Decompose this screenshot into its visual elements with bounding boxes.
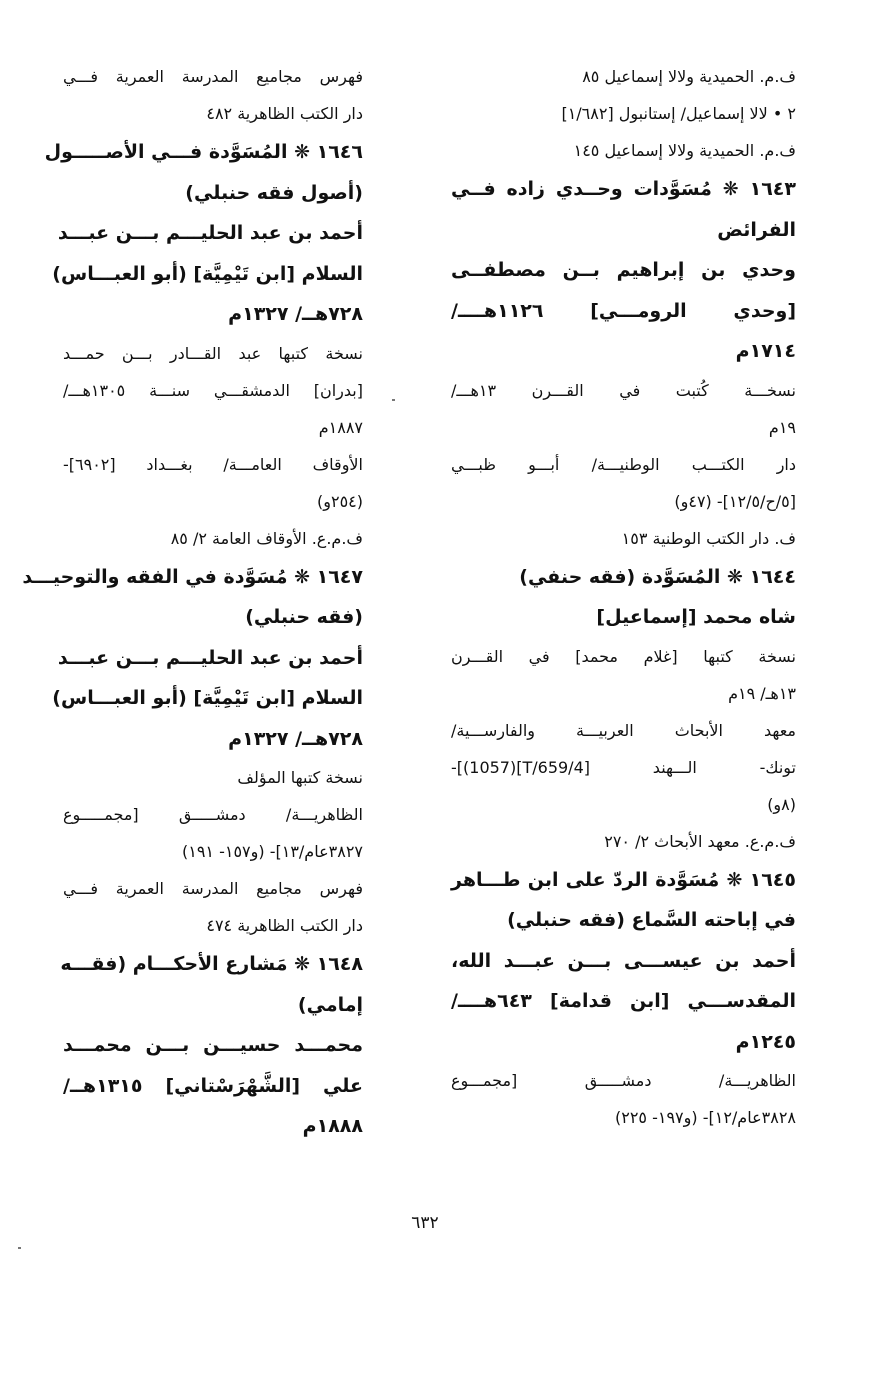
text-line: السلام [ابن تَيْمِيَّة] (أبو العبـــاس) xyxy=(52,687,363,709)
text-line: في إباحته السَّماع (فقه حنبلي) xyxy=(507,909,796,931)
text-line: ١٦٤٨ ❋ مَشارع الأحكـــام (فقـــه xyxy=(60,953,363,975)
text-line: أحمد بن عبد الحليـــم بـــن عبـــد xyxy=(57,646,363,669)
text-line: ١٦٤٣ ❋ مُسَوَّدات وحــدي زاده فــي xyxy=(451,178,796,200)
text-line: ٧٢٨هــ/ ١٣٢٧م xyxy=(228,303,363,325)
text-line: (٢٥٤و) xyxy=(317,491,363,511)
text-line: نسخة كتبها المؤلف xyxy=(237,768,363,787)
page-number: ٦٣٢ xyxy=(411,1213,439,1233)
text-line: الظاهريـــة/ دمشـــــق [مجمـــــوع xyxy=(63,805,363,824)
text-line: فهرس مجاميع المدرسة العمرية فـــي xyxy=(63,879,363,898)
text-line: ١٨٨٧م xyxy=(318,417,363,437)
text-line: [وحدي الرومـــي] ١١٢٦هــــ/ xyxy=(451,299,796,322)
text-line: دار الكتـــب الوطنيـــة/ أبـــو ظبـــي xyxy=(451,454,796,474)
text-line: شاه محمد [إسماعيل] xyxy=(596,606,796,628)
text-line: إمامي) xyxy=(297,993,363,1016)
text-line: ١٣هـ/ ١٩م xyxy=(728,683,796,703)
text-line: [٥/ح/١٢/٥]- (٤٧و) xyxy=(674,491,796,511)
text-line: ف.م.ع. معهد الأبحاث ٢/ ٢٧٠ xyxy=(604,831,796,851)
text-line: دار الكتب الظاهرية ٤٧٤ xyxy=(206,916,363,935)
right-column xyxy=(451,58,796,1136)
text-line: الظاهريـــة/ دمشـــــق [مجمـــوع xyxy=(451,1071,796,1090)
text-line: الفرائض xyxy=(717,218,796,241)
text-line: ١٦٤٧ ❋ مُسَوَّدة في الفقه والتوحيـــد xyxy=(22,565,363,588)
text-line: المقدســـي [ابن قدامة] ٦٤٣هــــ/ xyxy=(451,990,796,1012)
text-line: ٣٨٢٧عام/١٣]- (و١٥٧- ١٩١) xyxy=(181,842,363,861)
text-line: (٨و) xyxy=(767,794,796,814)
text-line: تونك- الـــهند [T/659/4](1057)]- xyxy=(451,757,796,777)
text-line: الأوقاف العامـــة/ بغـــداد [٦٩٠٢]- xyxy=(63,454,363,474)
text-line: ١٧١٤م xyxy=(735,340,796,362)
text-line: ١٢٤٥م xyxy=(735,1030,796,1053)
text-line: ١٦٤٦ ❋ المُسَوَّدة فـــي الأصـــــول xyxy=(44,141,363,163)
text-line: ١٦٤٤ ❋ المُسَوَّدة (فقه حنفي) xyxy=(519,565,796,588)
text-line: ٣٨٢٨عام/١٢]- (و١٩٧- ٢٢٥) xyxy=(614,1108,796,1127)
scan-speck xyxy=(18,1247,21,1249)
text-line: فهرس مجاميع المدرسة العمرية فـــي xyxy=(63,67,363,86)
text-line: ف.م.ع. الأوقاف العامة ٢/ ٨٥ xyxy=(170,528,363,548)
text-line: علي [الشَّهْرَسْتاني] ١٣١٥هــ/ xyxy=(63,1074,363,1097)
left-column xyxy=(22,58,363,1147)
text-line: ٧٢٨هــ/ ١٣٢٧م xyxy=(228,727,363,750)
text-line: وحدي بن إبراهيم بــن مصطفــى xyxy=(451,259,796,281)
text-line: نسخة كتبها [غلام محمد] في القـــرن xyxy=(451,646,796,666)
scan-speck xyxy=(392,399,395,401)
text-line: ١٨٨٨م xyxy=(302,1115,363,1137)
text-line: ف.م. الحميدية ولالا إسماعيل ٨٥ xyxy=(582,67,796,86)
text-line: ٢ • لالا إسماعيل/ إستانبول [١/٦٨٢] xyxy=(561,104,796,123)
text-line: [بدران] الدمشقـــي سنـــة ١٣٠٥هـــ/ xyxy=(63,380,363,400)
text-line: (أصول فقه حنبلي) xyxy=(185,181,363,204)
text-line: أحمد بن عبد الحليـــم بـــن عبـــد xyxy=(57,222,363,244)
text-line: ف.م. الحميدية ولالا إسماعيل ١٤٥ xyxy=(573,141,796,160)
text-line: نسخـــة كُتبت في القـــرن ١٣هـــ/ xyxy=(451,380,796,400)
text-line: السلام [ابن تَيْمِيَّة] (أبو العبـــاس) xyxy=(52,262,363,285)
text-line: ١٦٤٥ ❋ مُسَوَّدة الردّ على ابن طـــاهر xyxy=(451,868,796,891)
text-line: محمـــد حسيـــن بـــن محمـــد xyxy=(63,1034,363,1056)
text-line: معهد الأبحاث العربيـــة والفارســـية/ xyxy=(451,720,796,740)
text-line: دار الكتب الظاهرية ٤٨٢ xyxy=(206,104,363,123)
text-line: نسخة كتبها عبد القـــادر بـــن حمـــد xyxy=(63,343,363,363)
text-line: أحمد بن عيســـى بـــن عبـــد الله، xyxy=(451,949,796,972)
text-line: ف. دار الكتب الوطنية ١٥٣ xyxy=(621,528,796,548)
text-line: ١٩م xyxy=(768,417,796,437)
text-line: (فقه حنبلي) xyxy=(245,606,363,628)
